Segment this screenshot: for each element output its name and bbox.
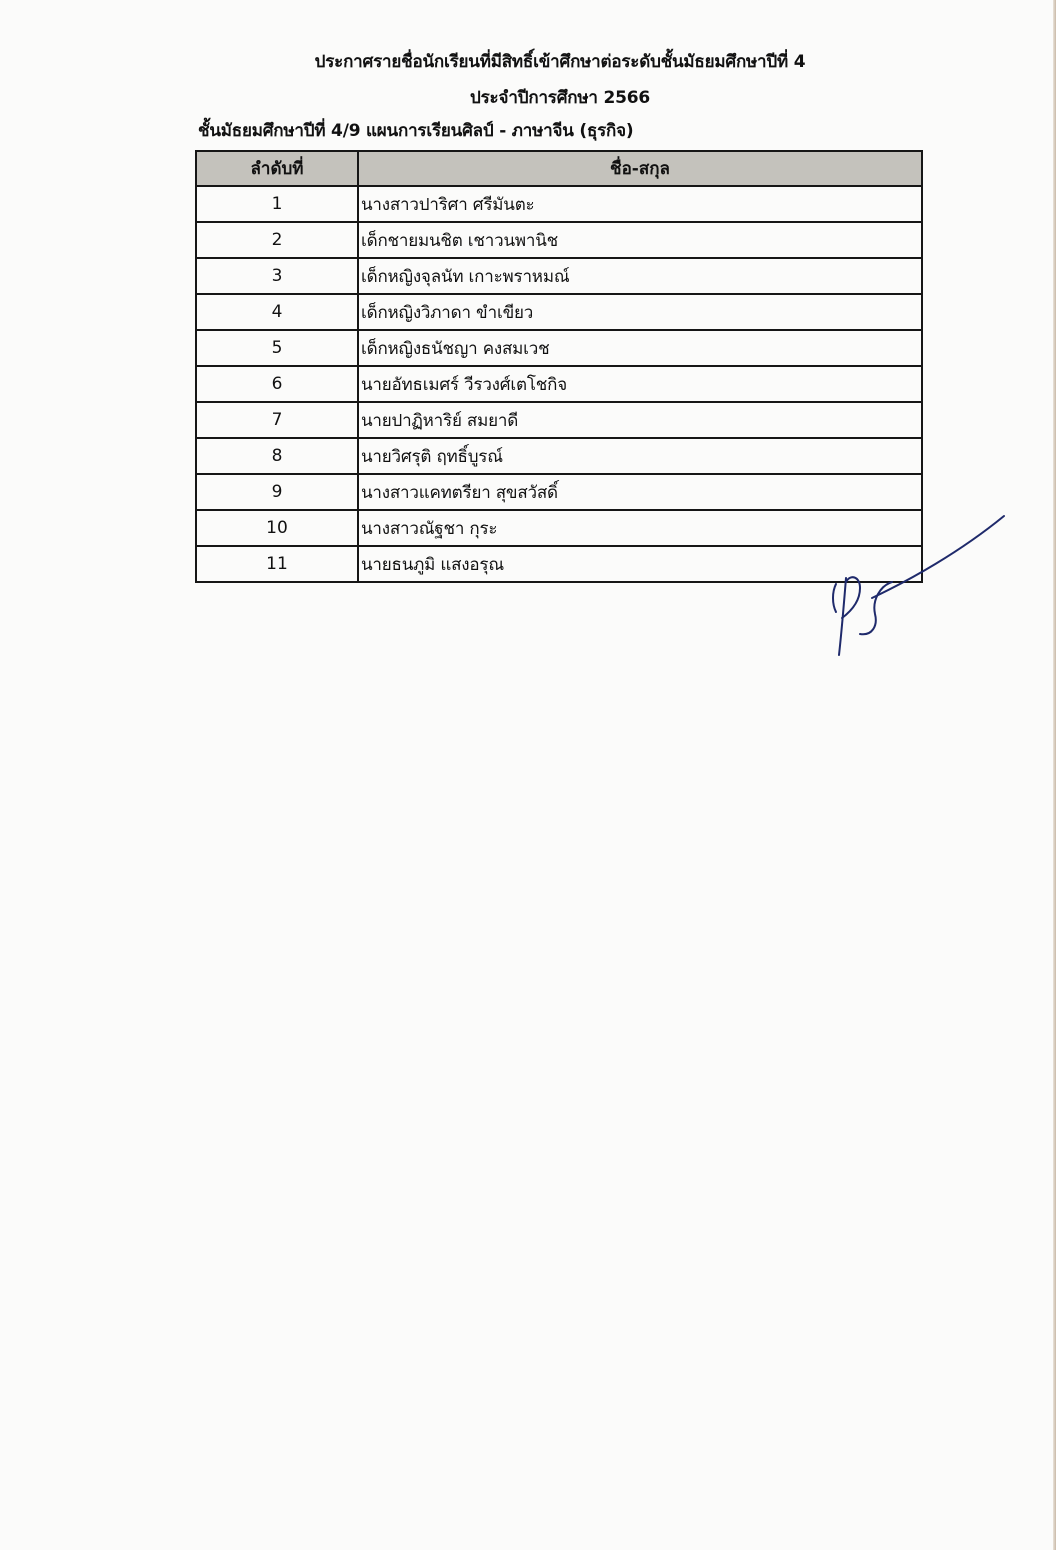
table-row <box>196 546 922 582</box>
table-row <box>196 438 922 474</box>
table-row <box>196 474 922 510</box>
table-row <box>196 258 922 294</box>
student-name: นางสาวณัฐชา กุระ <box>358 510 922 546</box>
row-number: 6 <box>196 366 358 402</box>
row-number: 8 <box>196 438 358 474</box>
table-row <box>196 366 922 402</box>
table-row <box>196 402 922 438</box>
class-heading: ชั้นมัธยมศึกษาปีที่ 4/9 แผนการเรียนศิลป์ - ภาษาจีน (ธุรกิจ) <box>198 121 634 141</box>
row-number: 9 <box>196 474 358 510</box>
student-name: นายปาฏิหาริย์ สมยาดี <box>358 402 922 438</box>
announcement-title: ประกาศรายชื่อนักเรียนที่มีสิทธิ์เข้าศึกษาต่อระดับชั้นมัธยมศึกษาปีที่ 4 <box>314 52 806 72</box>
table-row <box>196 294 922 330</box>
student-name: เด็กหญิงธนัชญา คงสมเวช <box>358 330 922 366</box>
row-number: 4 <box>196 294 358 330</box>
student-name: เด็กหญิงจุลนัท เกาะพราหมณ์ <box>358 258 922 294</box>
student-name: เด็กชายมนชิต เชาวนพานิช <box>358 222 922 258</box>
student-name: นางสาวปาริศา ศรีมันตะ <box>358 186 922 222</box>
signature-stroke <box>833 584 836 612</box>
signature-stroke <box>872 516 1004 598</box>
row-number: 2 <box>196 222 358 258</box>
row-number: 11 <box>196 546 358 582</box>
row-number: 7 <box>196 402 358 438</box>
student-name: นายธนภูมิ แสงอรุณ <box>358 546 922 582</box>
row-number: 3 <box>196 258 358 294</box>
row-number: 10 <box>196 510 358 546</box>
name-column-header: ชื่อ-สกุล <box>358 151 922 186</box>
academic-year: ประจำปีการศึกษา 2566 <box>470 88 650 108</box>
table-header-row <box>196 151 922 186</box>
row-number: 5 <box>196 330 358 366</box>
student-table <box>195 150 923 583</box>
student-name: เด็กหญิงวิภาดา ขำเขียว <box>358 294 922 330</box>
student-name: นางสาวแคทตรียา สุขสวัสดิ์ <box>358 474 922 510</box>
table-row <box>196 222 922 258</box>
table-row <box>196 330 922 366</box>
handwritten-signature <box>820 508 1020 663</box>
student-name: นายอัทธเมศร์ วีรวงศ์เตโชกิจ <box>358 366 922 402</box>
row-number: 1 <box>196 186 358 222</box>
student-name: นายวิศรุติ ฤทธิ์บูรณ์ <box>358 438 922 474</box>
table-row <box>196 186 922 222</box>
table-row <box>196 510 922 546</box>
number-column-header: ลำดับที่ <box>196 151 358 186</box>
